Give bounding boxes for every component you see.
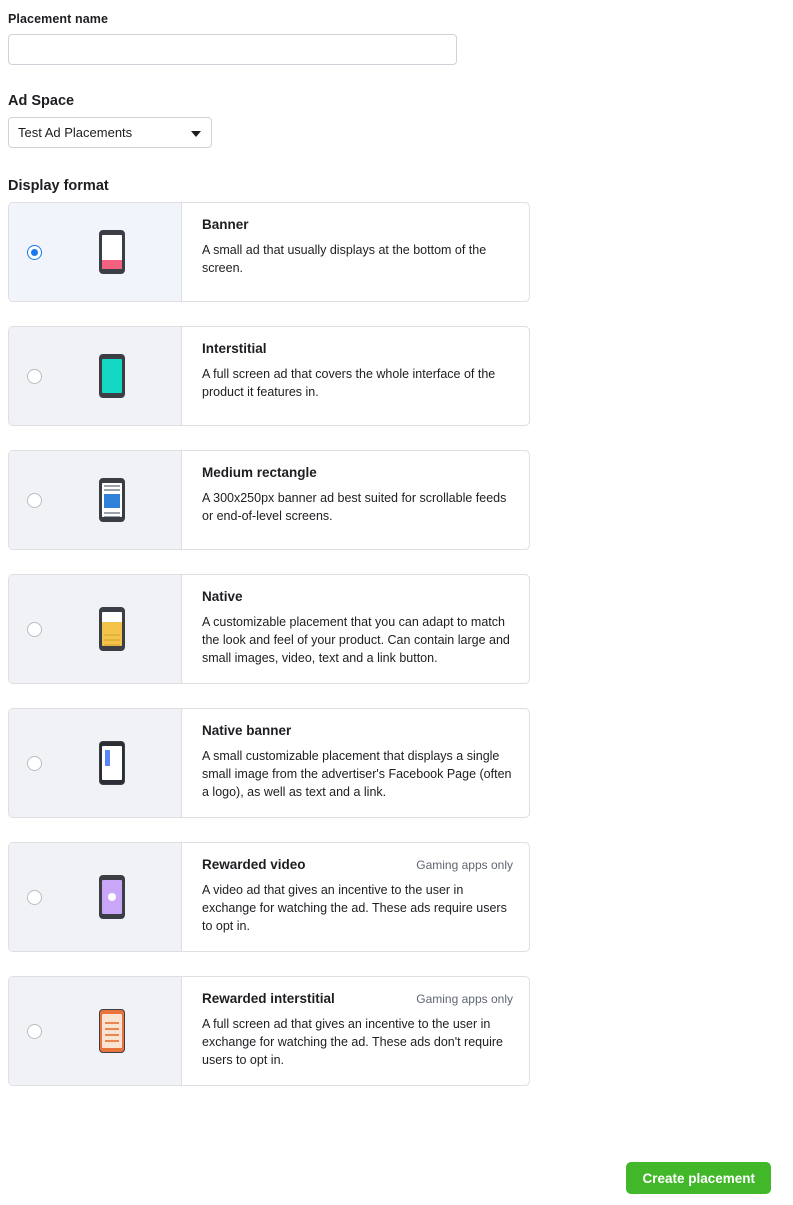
ad-space-select[interactable] — [8, 117, 212, 148]
format-description: A video ad that gives an incentive to the user in exchange for watching the ad. These ads require users to opt in. — [202, 883, 507, 933]
format-option-rewarded-interstitial-selector[interactable] — [9, 977, 181, 1085]
format-title: Medium rectangle — [202, 465, 317, 480]
form-footer — [0, 1162, 793, 1194]
format-option-interstitial[interactable] — [8, 326, 530, 426]
display-format-label: Display format — [8, 178, 109, 194]
format-tag: Gaming apps only — [416, 858, 513, 872]
placement-name-label: Placement name — [8, 12, 109, 26]
phone-medium-rectangle-icon — [42, 478, 181, 522]
format-option-rewarded-interstitial-details — [181, 977, 529, 1085]
format-title: Interstitial — [202, 341, 267, 356]
format-option-rewarded-video[interactable] — [8, 842, 530, 952]
format-option-medium-rectangle[interactable] — [8, 450, 530, 550]
placement-name-input[interactable] — [8, 34, 457, 65]
format-title: Rewarded video — [202, 857, 306, 872]
radio-interstitial[interactable] — [27, 369, 42, 384]
phone-interstitial-icon — [42, 354, 181, 398]
format-title: Native banner — [202, 723, 292, 738]
radio-medium-rectangle[interactable] — [27, 493, 42, 508]
format-option-interstitial-details — [181, 327, 529, 425]
format-option-rewarded-video-selector[interactable] — [9, 843, 181, 951]
phone-native-banner-icon — [42, 741, 181, 785]
format-option-native-selector[interactable] — [9, 575, 181, 683]
format-option-medium-rectangle-selector[interactable] — [9, 451, 181, 549]
format-option-interstitial-selector[interactable] — [9, 327, 181, 425]
format-option-native[interactable] — [8, 574, 530, 684]
phone-rewarded-interstitial-icon — [42, 1009, 181, 1053]
format-option-native-details — [181, 575, 529, 683]
format-description: A 300x250px banner ad best suited for scrollable feeds or end-of-level screens. — [202, 491, 507, 523]
format-option-rewarded-interstitial[interactable] — [8, 976, 530, 1086]
phone-native-icon — [42, 607, 181, 651]
display-format-options — [8, 202, 530, 1086]
radio-native-banner[interactable] — [27, 756, 42, 771]
format-option-banner[interactable] — [8, 202, 530, 302]
format-option-medium-rectangle-details — [181, 451, 529, 549]
phone-banner-icon — [42, 230, 181, 274]
format-tag: Gaming apps only — [416, 992, 513, 1006]
format-option-native-banner-details — [181, 709, 529, 817]
format-description: A full screen ad that gives an incentive to the user in exchange for watching the ad. These ads don't require users to opt in. — [202, 1017, 503, 1067]
create-placement-button[interactable]: Create placement — [626, 1162, 771, 1194]
format-title: Banner — [202, 217, 249, 232]
format-option-native-banner[interactable] — [8, 708, 530, 818]
radio-rewarded-video[interactable] — [27, 890, 42, 905]
format-description: A small customizable placement that displays a single small image from the advertiser's Facebook Page (often a logo), as well as text and a link. — [202, 749, 512, 799]
ad-space-selected-value: Test Ad Placements — [18, 125, 133, 140]
phone-rewarded-video-icon — [42, 875, 181, 919]
radio-banner[interactable] — [27, 245, 42, 260]
radio-rewarded-interstitial[interactable] — [27, 1024, 42, 1039]
format-option-banner-details — [181, 203, 529, 301]
format-option-native-banner-selector[interactable] — [9, 709, 181, 817]
format-title: Native — [202, 589, 243, 604]
radio-native[interactable] — [27, 622, 42, 637]
format-description: A customizable placement that you can adapt to match the look and feel of your product. Can contain large and small images, video, text and a link button. — [202, 615, 510, 665]
ad-space-label: Ad Space — [8, 93, 75, 109]
ad-space-select-wrap — [8, 117, 212, 148]
format-option-banner-selector[interactable] — [9, 203, 181, 301]
format-description: A small ad that usually displays at the bottom of the screen. — [202, 243, 487, 275]
format-option-rewarded-video-details — [181, 843, 529, 951]
format-title: Rewarded interstitial — [202, 991, 335, 1006]
format-description: A full screen ad that covers the whole interface of the product it features in. — [202, 367, 496, 399]
